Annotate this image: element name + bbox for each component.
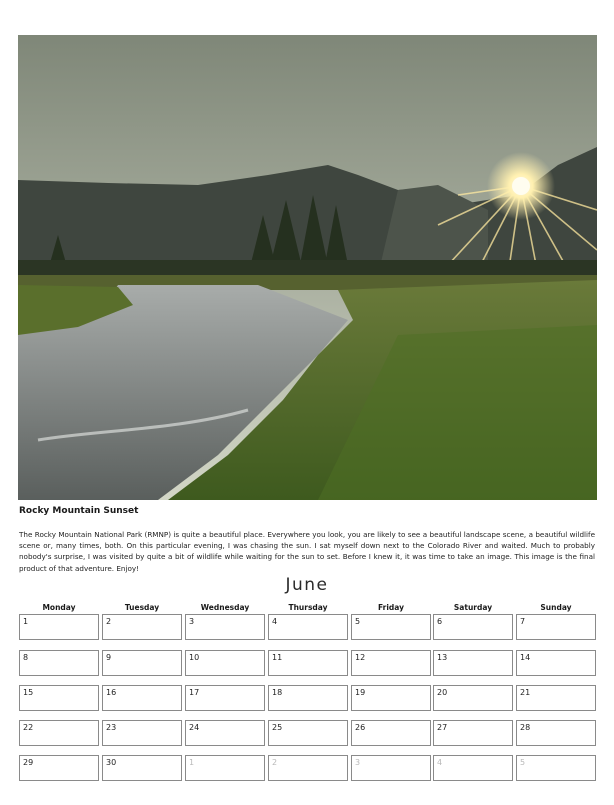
weekday-header: Thursday [288,603,328,612]
day-number: 4 [437,758,443,767]
calendar-day-cell-next-month [185,755,265,781]
landscape-photo-graphic [18,35,597,500]
calendar-day-cell [433,685,513,711]
calendar-day-cell [351,650,431,676]
day-number: 14 [520,653,531,662]
day-number: 3 [189,617,195,626]
calendar-day-cell [185,685,265,711]
calendar-day-cell [102,650,182,676]
day-number: 13 [437,653,448,662]
weekday-header: Saturday [453,603,493,612]
day-number: 5 [520,758,526,767]
calendar-day-cell [19,755,99,781]
day-number: 26 [355,723,366,732]
day-number: 24 [189,723,200,732]
calendar-day-cell [516,720,596,746]
calendar-day-cell-next-month [433,755,513,781]
calendar-day-cell [185,614,265,640]
day-number: 20 [437,688,448,697]
calendar-day-cell [351,685,431,711]
day-number: 23 [106,723,117,732]
calendar-day-cell [516,614,596,640]
day-number: 12 [355,653,366,662]
day-number: 2 [272,758,278,767]
day-number: 3 [355,758,361,767]
calendar-day-cell [268,720,348,746]
day-number: 9 [106,653,112,662]
photo-description: The Rocky Mountain National Park (RMNP) is quite a beautiful place. Everywhere you look, you are likely to see a beautiful landscape scene, a beautiful wildlife scene or, many times, both. On this particular evening, I was chasing the sun. I sat myself down next to the Colorado River and waited. Much to probably nobody's surprise, I was visited by quite a bit of wildlife while waiting for the sun to set. Before I knew it, it was time to take an image. This image is the final product of that adventure. Enjoy! [19,530,595,573]
calendar-day-cell [19,614,99,640]
landscape-photo [18,35,597,500]
day-number: 5 [355,617,361,626]
day-number: 18 [272,688,283,697]
calendar-day-cell [102,720,182,746]
day-number: 27 [437,723,448,732]
calendar-day-cell [102,685,182,711]
calendar-day-cell [351,614,431,640]
calendar-day-cell-next-month [351,755,431,781]
day-number: 30 [106,758,117,767]
weekday-header: Monday [42,603,76,612]
day-number: 25 [272,723,283,732]
calendar-day-cell [268,650,348,676]
day-number: 10 [189,653,200,662]
calendar-day-cell [19,720,99,746]
day-number: 15 [23,688,34,697]
day-number: 4 [272,617,278,626]
calendar-day-cell [102,614,182,640]
calendar-day-cell [19,650,99,676]
weekday-header: Sunday [540,603,572,612]
day-number: 29 [23,758,34,767]
calendar-day-cell [102,755,182,781]
day-number: 7 [520,617,526,626]
day-number: 21 [520,688,531,697]
calendar-day-cell-next-month [516,755,596,781]
day-number: 1 [189,758,195,767]
day-number: 22 [23,723,34,732]
calendar-day-cell [185,650,265,676]
calendar-day-cell [433,614,513,640]
calendar-day-cell [433,720,513,746]
calendar-day-cell [433,650,513,676]
photo-title: Rocky Mountain Sunset [19,506,139,516]
weekday-header: Wednesday [200,603,250,612]
calendar-day-cell [351,720,431,746]
calendar-day-cell [268,614,348,640]
calendar-day-cell [19,685,99,711]
day-number: 1 [23,617,29,626]
calendar-day-cell [516,685,596,711]
calendar-day-cell-next-month [268,755,348,781]
day-number: 2 [106,617,112,626]
weekday-header: Tuesday [124,603,160,612]
day-number: 28 [520,723,531,732]
calendar-day-cell [516,650,596,676]
day-number: 11 [272,653,283,662]
day-number: 17 [189,688,200,697]
day-number: 8 [23,653,29,662]
weekday-header: Friday [377,603,404,612]
calendar-day-cell [268,685,348,711]
day-number: 19 [355,688,366,697]
day-number: 6 [437,617,443,626]
month-title: June [285,575,329,595]
calendar-day-cell [185,720,265,746]
day-number: 16 [106,688,117,697]
